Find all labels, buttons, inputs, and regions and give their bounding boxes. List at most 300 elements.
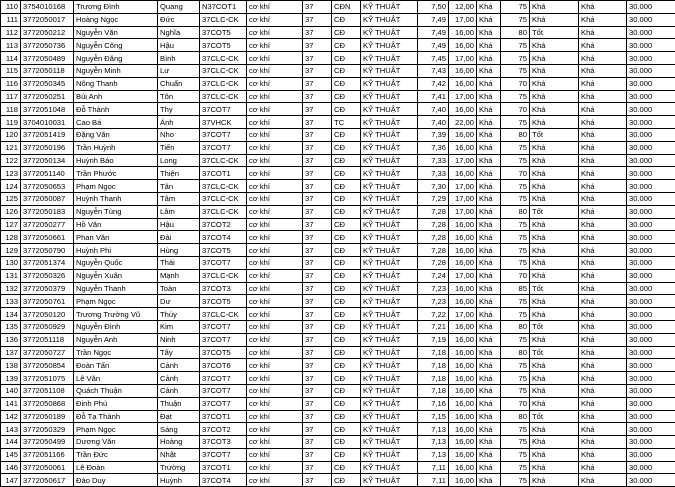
major-cell: cơ khí xyxy=(247,397,303,410)
academic-rank-cell: Khá xyxy=(477,13,501,26)
gpa-cell: 7,11 xyxy=(418,474,449,487)
class-cell: 37CLC-CK xyxy=(200,180,247,193)
student-id-cell: 3772050929 xyxy=(21,320,74,333)
conduct-score-cell: 85 xyxy=(501,282,530,295)
stt-cell: 126 xyxy=(1,205,21,218)
scholarship-cell: 30.000 xyxy=(627,333,675,346)
level-cell: CĐ xyxy=(332,154,361,167)
credits-cell: 22,00 xyxy=(449,116,477,129)
conduct-rank-cell: Tốt xyxy=(530,205,579,218)
class-cell: 37COT5 xyxy=(200,39,247,52)
field-cell: KỸ THUẬT xyxy=(361,1,418,14)
table-row xyxy=(1,269,675,282)
conduct-rank-cell: Khá xyxy=(530,154,579,167)
given-name-cell: Đài xyxy=(158,231,200,244)
level-cell: CĐ xyxy=(332,205,361,218)
given-name-cell: Dư xyxy=(158,295,200,308)
credits-cell: 16,00 xyxy=(449,423,477,436)
student-id-cell: 3772050277 xyxy=(21,218,74,231)
scholarship-cell: 30.000 xyxy=(627,90,675,103)
major-cell: cơ khí xyxy=(247,372,303,385)
overall-rank-cell: Khá xyxy=(579,77,627,90)
class-cell: 37COT3 xyxy=(200,436,247,449)
credits-cell: 16,00 xyxy=(449,141,477,154)
gpa-cell: 7,43 xyxy=(418,64,449,77)
major-cell: cơ khí xyxy=(247,295,303,308)
level-cell: CĐ xyxy=(332,167,361,180)
cohort-cell: 37 xyxy=(303,423,332,436)
credits-cell: 16,00 xyxy=(449,295,477,308)
gpa-cell: 7,49 xyxy=(418,13,449,26)
family-name-cell: Nguyễn Xuân xyxy=(74,269,158,282)
class-cell: 37CLC-CK xyxy=(200,205,247,218)
field-cell: KỸ THUẬT xyxy=(361,13,418,26)
table-row xyxy=(1,423,675,436)
class-cell: 37COT7 xyxy=(200,448,247,461)
conduct-rank-cell: Khá xyxy=(530,180,579,193)
academic-rank-cell: Khá xyxy=(477,461,501,474)
scholarship-cell: 30.000 xyxy=(627,192,675,205)
family-name-cell: Nguyễn Đăng xyxy=(74,52,158,65)
gpa-cell: 7,36 xyxy=(418,141,449,154)
student-id-cell: 3772050017 xyxy=(21,13,74,26)
gpa-cell: 7,49 xyxy=(418,26,449,39)
level-cell: CĐ xyxy=(332,423,361,436)
conduct-rank-cell: Khá xyxy=(530,295,579,308)
student-id-cell: 3772050661 xyxy=(21,231,74,244)
major-cell: cơ khí xyxy=(247,231,303,244)
scholarship-cell: 30.000 xyxy=(627,461,675,474)
cohort-cell: 37 xyxy=(303,333,332,346)
given-name-cell: Quang xyxy=(158,1,200,14)
table-row xyxy=(1,180,675,193)
major-cell: cơ khí xyxy=(247,436,303,449)
academic-rank-cell: Khá xyxy=(477,116,501,129)
student-id-cell: 3754010168 xyxy=(21,1,74,14)
given-name-cell: Long xyxy=(158,154,200,167)
given-name-cell: Nghĩa xyxy=(158,26,200,39)
level-cell: CĐ xyxy=(332,461,361,474)
major-cell: cơ khí xyxy=(247,320,303,333)
credits-cell: 16,00 xyxy=(449,231,477,244)
overall-rank-cell: Khá xyxy=(579,320,627,333)
given-name-cell: Thy xyxy=(158,103,200,116)
field-cell: KỸ THUẬT xyxy=(361,308,418,321)
table-row xyxy=(1,52,675,65)
table-row xyxy=(1,154,675,167)
table-row xyxy=(1,256,675,269)
conduct-score-cell: 75 xyxy=(501,448,530,461)
table-row xyxy=(1,128,675,141)
field-cell: KỸ THUẬT xyxy=(361,410,418,423)
scholarship-cell: 30.000 xyxy=(627,384,675,397)
conduct-score-cell: 75 xyxy=(501,474,530,487)
major-cell: cơ khí xyxy=(247,308,303,321)
cohort-cell: 37 xyxy=(303,448,332,461)
academic-rank-cell: Khá xyxy=(477,423,501,436)
cohort-cell: 37 xyxy=(303,397,332,410)
conduct-score-cell: 75 xyxy=(501,333,530,346)
academic-rank-cell: Khá xyxy=(477,39,501,52)
stt-cell: 111 xyxy=(1,13,21,26)
given-name-cell: Hậu xyxy=(158,218,200,231)
credits-cell: 16,00 xyxy=(449,167,477,180)
gpa-cell: 7,18 xyxy=(418,384,449,397)
credits-cell: 16,00 xyxy=(449,359,477,372)
family-name-cell: Lê Đoàn xyxy=(74,461,158,474)
conduct-rank-cell: Khá xyxy=(530,77,579,90)
family-name-cell: Phạm Ngọc xyxy=(74,295,158,308)
family-name-cell: Đỗ Thành xyxy=(74,103,158,116)
conduct-score-cell: 75 xyxy=(501,141,530,154)
class-cell: 37CLC-CK xyxy=(200,192,247,205)
table-row xyxy=(1,244,675,257)
family-name-cell: Lê Văn xyxy=(74,372,158,385)
level-cell: CĐ xyxy=(332,39,361,52)
stt-cell: 115 xyxy=(1,64,21,77)
class-cell: 37COT7 xyxy=(200,141,247,154)
field-cell: KỸ THUẬT xyxy=(361,295,418,308)
credits-cell: 16,00 xyxy=(449,256,477,269)
gpa-cell: 7,49 xyxy=(418,39,449,52)
given-name-cell: Tân xyxy=(158,180,200,193)
overall-rank-cell: Khá xyxy=(579,180,627,193)
major-cell: cơ khí xyxy=(247,359,303,372)
academic-rank-cell: Khá xyxy=(477,397,501,410)
overall-rank-cell: Khá xyxy=(579,308,627,321)
major-cell: cơ khí xyxy=(247,448,303,461)
gpa-cell: 7,40 xyxy=(418,116,449,129)
conduct-score-cell: 75 xyxy=(501,244,530,257)
overall-rank-cell: Khá xyxy=(579,448,627,461)
scholarship-cell: 30.000 xyxy=(627,359,675,372)
academic-rank-cell: Khá xyxy=(477,218,501,231)
gpa-cell: 7,18 xyxy=(418,359,449,372)
overall-rank-cell: Khá xyxy=(579,205,627,218)
cohort-cell: 37 xyxy=(303,90,332,103)
major-cell: cơ khí xyxy=(247,180,303,193)
conduct-rank-cell: Khá xyxy=(530,474,579,487)
overall-rank-cell: Khá xyxy=(579,13,627,26)
field-cell: KỸ THUẬT xyxy=(361,90,418,103)
family-name-cell: Đoàn Tấn xyxy=(74,359,158,372)
credits-cell: 16,00 xyxy=(449,448,477,461)
credits-cell: 16,00 xyxy=(449,39,477,52)
stt-cell: 145 xyxy=(1,448,21,461)
class-cell: 37COT3 xyxy=(200,282,247,295)
level-cell: CĐ xyxy=(332,308,361,321)
family-name-cell: Nguyễn Thanh xyxy=(74,282,158,295)
field-cell: KỸ THUẬT xyxy=(361,77,418,90)
overall-rank-cell: Khá xyxy=(579,192,627,205)
gpa-cell: 7,33 xyxy=(418,154,449,167)
conduct-score-cell: 80 xyxy=(501,346,530,359)
family-name-cell: Đỗ Tạ Thành xyxy=(74,410,158,423)
major-cell: cơ khí xyxy=(247,244,303,257)
stt-cell: 147 xyxy=(1,474,21,487)
gpa-cell: 7,16 xyxy=(418,397,449,410)
student-id-cell: 3772050345 xyxy=(21,77,74,90)
class-cell: 37CLC-CK xyxy=(200,154,247,167)
cohort-cell: 37 xyxy=(303,116,332,129)
major-cell: cơ khí xyxy=(247,256,303,269)
student-id-cell: 3772050736 xyxy=(21,39,74,52)
conduct-rank-cell: Khá xyxy=(530,192,579,205)
level-cell: CĐ xyxy=(332,372,361,385)
stt-cell: 134 xyxy=(1,308,21,321)
family-name-cell: Phạm Ngọc xyxy=(74,180,158,193)
academic-rank-cell: Khá xyxy=(477,154,501,167)
field-cell: KỸ THUẬT xyxy=(361,128,418,141)
major-cell: cơ khí xyxy=(247,410,303,423)
conduct-rank-cell: Tốt xyxy=(530,128,579,141)
given-name-cell: Đức xyxy=(158,13,200,26)
table-row xyxy=(1,90,675,103)
table-row xyxy=(1,397,675,410)
academic-rank-cell: Khá xyxy=(477,410,501,423)
academic-rank-cell: Khá xyxy=(477,205,501,218)
class-cell: 37COT5 xyxy=(200,346,247,359)
level-cell: CĐ xyxy=(332,256,361,269)
field-cell: KỸ THUẬT xyxy=(361,167,418,180)
conduct-score-cell: 75 xyxy=(501,295,530,308)
class-cell: 37CLC-CK xyxy=(200,64,247,77)
conduct-score-cell: 75 xyxy=(501,90,530,103)
academic-rank-cell: Khá xyxy=(477,436,501,449)
class-cell: 37CLC-CK xyxy=(200,308,247,321)
cohort-cell: 37 xyxy=(303,141,332,154)
class-cell: 37COT5 xyxy=(200,26,247,39)
major-cell: cơ khí xyxy=(247,64,303,77)
credits-cell: 16,00 xyxy=(449,436,477,449)
stt-cell: 142 xyxy=(1,410,21,423)
conduct-score-cell: 75 xyxy=(501,436,530,449)
class-cell: 37COT4 xyxy=(200,231,247,244)
given-name-cell: Cảnh xyxy=(158,359,200,372)
student-id-cell: 3772050868 xyxy=(21,397,74,410)
conduct-rank-cell: Khá xyxy=(530,244,579,257)
conduct-rank-cell: Khá xyxy=(530,308,579,321)
cohort-cell: 37 xyxy=(303,26,332,39)
given-name-cell: Hoàng xyxy=(158,436,200,449)
academic-rank-cell: Khá xyxy=(477,180,501,193)
stt-cell: 128 xyxy=(1,231,21,244)
conduct-rank-cell: Khá xyxy=(530,256,579,269)
credits-cell: 16,00 xyxy=(449,282,477,295)
level-cell: CĐ xyxy=(332,397,361,410)
family-name-cell: Nguyễn Công xyxy=(74,39,158,52)
class-cell: 37COT7 xyxy=(200,103,247,116)
stt-cell: 114 xyxy=(1,52,21,65)
field-cell: KỸ THUẬT xyxy=(361,64,418,77)
stt-cell: 121 xyxy=(1,141,21,154)
stt-cell: 129 xyxy=(1,244,21,257)
credits-cell: 12,00 xyxy=(449,1,477,14)
cohort-cell: 37 xyxy=(303,372,332,385)
family-name-cell: Hoàng Ngọc xyxy=(74,13,158,26)
scholarship-cell: 30.000 xyxy=(627,116,675,129)
field-cell: KỸ THUẬT xyxy=(361,474,418,487)
overall-rank-cell: Khá xyxy=(579,52,627,65)
class-cell: 37COT5 xyxy=(200,295,247,308)
academic-rank-cell: Khá xyxy=(477,359,501,372)
level-cell: CĐ xyxy=(332,269,361,282)
major-cell: cơ khí xyxy=(247,26,303,39)
credits-cell: 17,00 xyxy=(449,52,477,65)
cohort-cell: 37 xyxy=(303,308,332,321)
major-cell: cơ khí xyxy=(247,154,303,167)
stt-cell: 112 xyxy=(1,26,21,39)
level-cell: CĐ xyxy=(332,436,361,449)
field-cell: KỸ THUẬT xyxy=(361,231,418,244)
overall-rank-cell: Khá xyxy=(579,256,627,269)
table-row xyxy=(1,461,675,474)
stt-cell: 131 xyxy=(1,269,21,282)
class-cell: N37COT1 xyxy=(200,1,247,14)
conduct-score-cell: 75 xyxy=(501,256,530,269)
conduct-rank-cell: Khá xyxy=(530,397,579,410)
conduct-rank-cell: Khá xyxy=(530,384,579,397)
scholarship-cell: 30.000 xyxy=(627,346,675,359)
conduct-rank-cell: Khá xyxy=(530,359,579,372)
scholarship-cell: 30.000 xyxy=(627,231,675,244)
stt-cell: 118 xyxy=(1,103,21,116)
overall-rank-cell: Khá xyxy=(579,154,627,167)
level-cell: CĐ xyxy=(332,474,361,487)
scholarship-cell: 30.000 xyxy=(627,320,675,333)
credits-cell: 17,00 xyxy=(449,192,477,205)
academic-rank-cell: Khá xyxy=(477,1,501,14)
major-cell: cơ khí xyxy=(247,77,303,90)
cohort-cell: 37 xyxy=(303,64,332,77)
cohort-cell: 37 xyxy=(303,154,332,167)
family-name-cell: Bùi Anh xyxy=(74,90,158,103)
field-cell: KỸ THUẬT xyxy=(361,423,418,436)
stt-cell: 122 xyxy=(1,154,21,167)
overall-rank-cell: Khá xyxy=(579,410,627,423)
conduct-score-cell: 75 xyxy=(501,359,530,372)
cohort-cell: 37 xyxy=(303,244,332,257)
table-row xyxy=(1,372,675,385)
class-cell: 37CLC-CK xyxy=(200,90,247,103)
class-cell: 37COT1 xyxy=(200,167,247,180)
overall-rank-cell: Khá xyxy=(579,346,627,359)
family-name-cell: Dương Văn xyxy=(74,436,158,449)
conduct-score-cell: 80 xyxy=(501,128,530,141)
overall-rank-cell: Khá xyxy=(579,64,627,77)
class-cell: 37COT2 xyxy=(200,218,247,231)
overall-rank-cell: Khá xyxy=(579,397,627,410)
academic-rank-cell: Khá xyxy=(477,128,501,141)
level-cell: CĐ xyxy=(332,192,361,205)
gpa-cell: 7,15 xyxy=(418,410,449,423)
scholarship-cell: 30.000 xyxy=(627,205,675,218)
scholarship-cell: 30.000 xyxy=(627,154,675,167)
field-cell: KỸ THUẬT xyxy=(361,180,418,193)
class-cell: 37COT4 xyxy=(200,474,247,487)
major-cell: cơ khí xyxy=(247,346,303,359)
scholarship-cell: 30.000 xyxy=(627,218,675,231)
major-cell: cơ khí xyxy=(247,282,303,295)
major-cell: cơ khí xyxy=(247,116,303,129)
scholarship-cell: 30.000 xyxy=(627,282,675,295)
student-id-cell: 3772050761 xyxy=(21,295,74,308)
given-name-cell: Tây xyxy=(158,346,200,359)
scholarship-cell: 30.000 xyxy=(627,180,675,193)
conduct-score-cell: 80 xyxy=(501,320,530,333)
family-name-cell: Nông Thanh xyxy=(74,77,158,90)
scholarship-cell: 30.000 xyxy=(627,52,675,65)
overall-rank-cell: Khá xyxy=(579,26,627,39)
credits-cell: 16,00 xyxy=(449,218,477,231)
stt-cell: 139 xyxy=(1,372,21,385)
level-cell: CĐ xyxy=(332,218,361,231)
gpa-cell: 7,23 xyxy=(418,295,449,308)
cohort-cell: 37 xyxy=(303,436,332,449)
conduct-score-cell: 80 xyxy=(501,26,530,39)
class-cell: 37CLC-CK xyxy=(200,13,247,26)
credits-cell: 17,00 xyxy=(449,205,477,218)
academic-rank-cell: Khá xyxy=(477,256,501,269)
table-row xyxy=(1,116,675,129)
scholarship-cell: 30.000 xyxy=(627,269,675,282)
overall-rank-cell: Khá xyxy=(579,116,627,129)
gpa-cell: 7,28 xyxy=(418,205,449,218)
level-cell: CĐ xyxy=(332,448,361,461)
scholarship-cell: 30.000 xyxy=(627,39,675,52)
academic-rank-cell: Khá xyxy=(477,103,501,116)
stt-cell: 132 xyxy=(1,282,21,295)
overall-rank-cell: Khá xyxy=(579,359,627,372)
academic-rank-cell: Khá xyxy=(477,282,501,295)
student-id-cell: 3772050196 xyxy=(21,141,74,154)
level-cell: CĐ xyxy=(332,282,361,295)
family-name-cell: Quách Thuận xyxy=(74,384,158,397)
conduct-rank-cell: Tốt xyxy=(530,320,579,333)
cohort-cell: 37 xyxy=(303,52,332,65)
stt-cell: 119 xyxy=(1,116,21,129)
conduct-score-cell: 70 xyxy=(501,77,530,90)
scholarship-cell: 30.000 xyxy=(627,13,675,26)
level-cell: CĐ xyxy=(332,141,361,154)
given-name-cell: Nhật xyxy=(158,448,200,461)
family-name-cell: Trương Trường Vũ xyxy=(74,308,158,321)
conduct-rank-cell: Khá xyxy=(530,436,579,449)
level-cell: CĐ xyxy=(332,320,361,333)
field-cell: KỸ THUẬT xyxy=(361,39,418,52)
level-cell: CĐ xyxy=(332,64,361,77)
scholarship-cell: 30.000 xyxy=(627,436,675,449)
conduct-rank-cell: Khá xyxy=(530,39,579,52)
given-name-cell: Thái xyxy=(158,256,200,269)
student-id-cell: 3772051419 xyxy=(21,128,74,141)
family-name-cell: Trần Phước xyxy=(74,167,158,180)
credits-cell: 17,00 xyxy=(449,269,477,282)
academic-rank-cell: Khá xyxy=(477,346,501,359)
student-id-cell: 3772050727 xyxy=(21,346,74,359)
stt-cell: 141 xyxy=(1,397,21,410)
overall-rank-cell: Khá xyxy=(579,269,627,282)
scholarship-cell: 30.000 xyxy=(627,128,675,141)
academic-rank-cell: Khá xyxy=(477,192,501,205)
student-id-cell: 3772050499 xyxy=(21,436,74,449)
scholarship-cell: 30.000 xyxy=(627,474,675,487)
family-name-cell: Phạm Ngọc xyxy=(74,423,158,436)
credits-cell: 16,00 xyxy=(449,244,477,257)
stt-cell: 124 xyxy=(1,180,21,193)
overall-rank-cell: Khá xyxy=(579,103,627,116)
field-cell: KỸ THUẬT xyxy=(361,103,418,116)
